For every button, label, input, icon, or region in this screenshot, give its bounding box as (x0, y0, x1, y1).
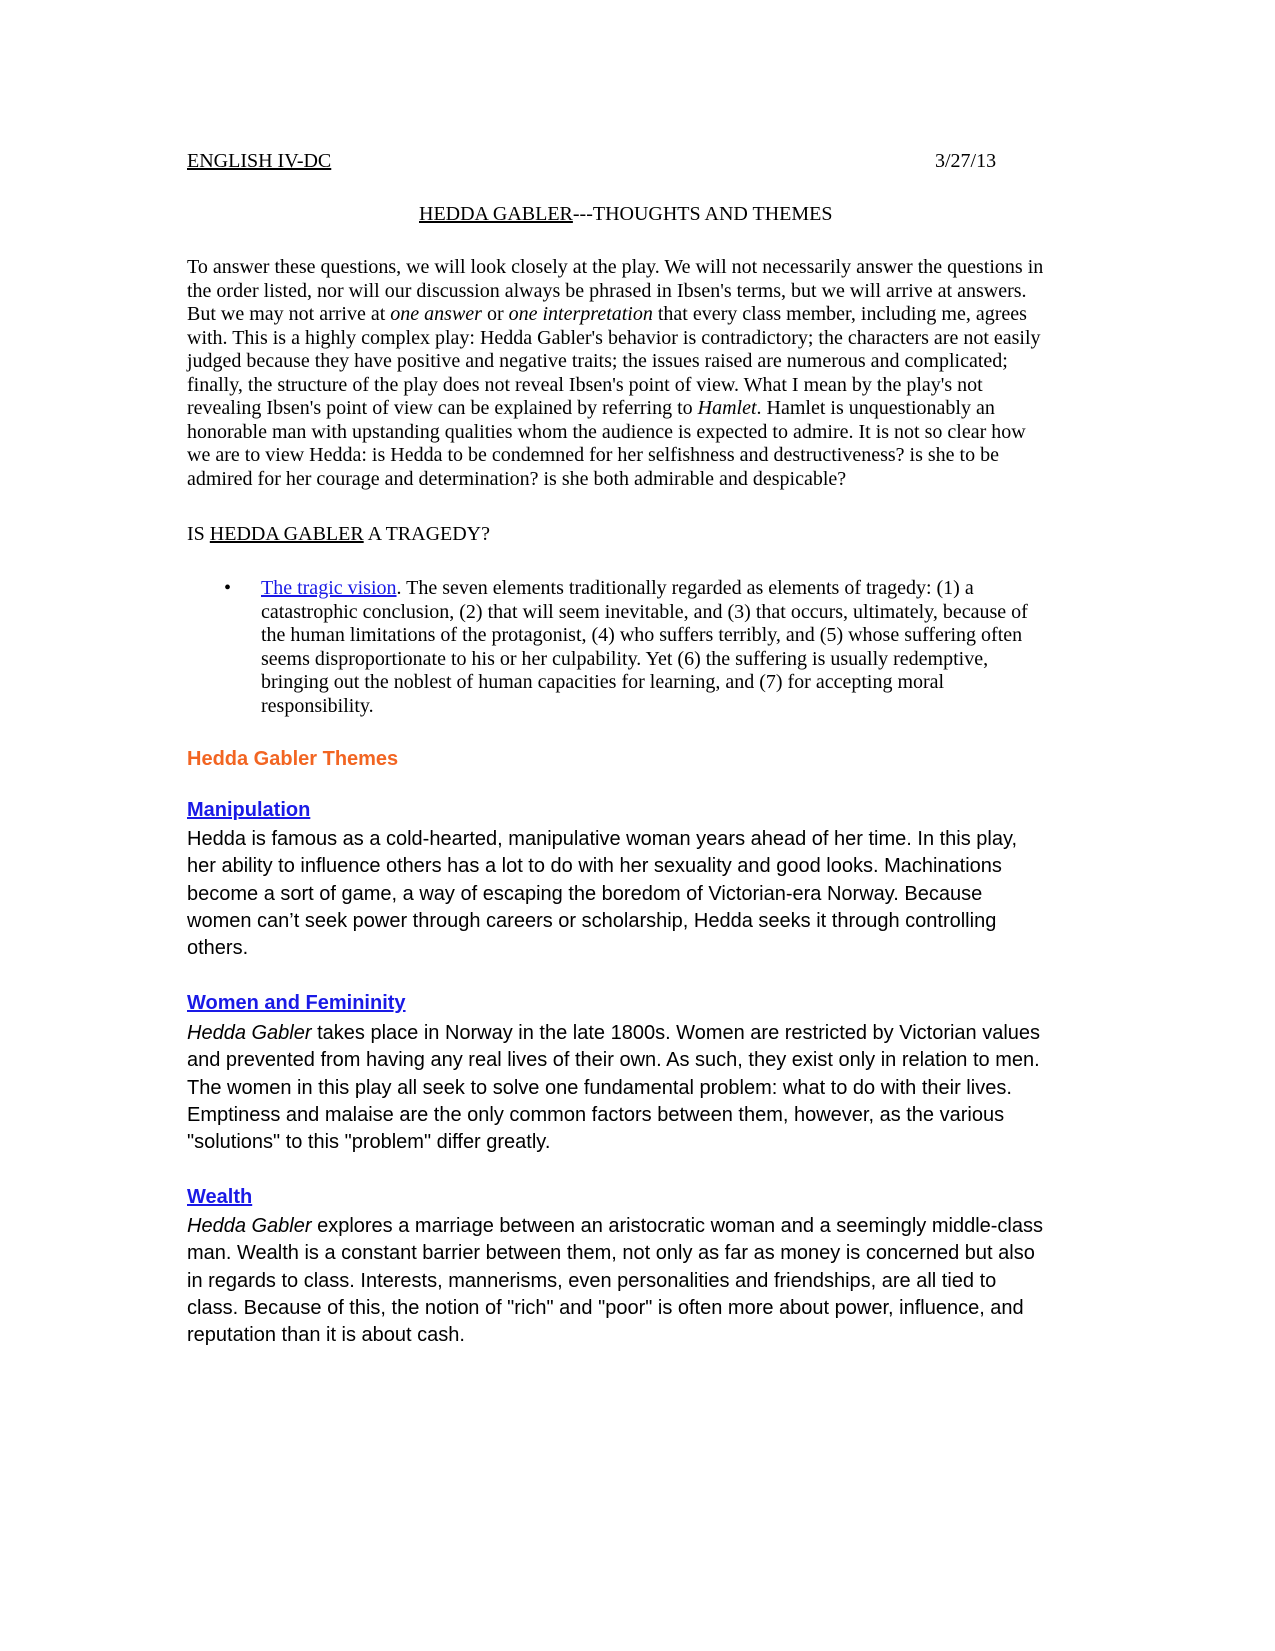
emphasis-one-interpretation: one interpretation (508, 303, 653, 325)
question-play-name: HEDDA GABLER (209, 523, 364, 545)
intro-paragraph (187, 256, 1092, 491)
intro-line: admired for her courage and determination? is she both admirable and despicable? (187, 467, 847, 490)
theme-line: Hedda is famous as a cold-hearted, manipulative woman years ahead of her time. In this play, (187, 828, 1018, 850)
intro-line: revealing Ibsen's point of view can be explained by referring to Hamlet. Hamlet is unquestionably an (187, 397, 995, 419)
theme-line: in regards to class. Interests, mannerisms, even personalities and friendships, are all tied to (187, 1269, 997, 1292)
emphasis-hamlet: Hamlet (697, 397, 757, 419)
theme-line: Hedda Gabler explores a marriage between an aristocratic woman and a seemingly middle-class (187, 1215, 1043, 1237)
bullet-icon: • (224, 577, 232, 599)
wealth-link[interactable]: Wealth (187, 1186, 253, 1208)
bullet-line: The tragic vision. The seven elements traditionally regarded as elements of tragedy: (1) a (261, 577, 974, 599)
intro-line: finally, the structure of the play does not reveal Ibsen's point of view. What I mean by the play's not (187, 373, 983, 396)
intro-line: But we may not arrive at one answer or one interpretation that every class member, including me, agrees (187, 303, 1027, 325)
intro-line: judged because they have positive and negative traits; the issues raised are numerous and complicated; (187, 350, 1008, 372)
theme-line: others. (187, 937, 249, 960)
theme-line: reputation than it is about cash. (187, 1324, 465, 1347)
bullet-line: catastrophic conclusion, (2) that will seem inevitable, and (3) that occurs, ultimately, because of (261, 600, 1028, 623)
play-title-italic: Hedda Gabler (187, 1215, 312, 1237)
theme-line: Hedda Gabler takes place in Norway in the late 1800s. Women are restricted by Victorian values (187, 1022, 1041, 1044)
intro-line: honorable man with upstanding qualities whom the audience is expected to admire. It is not so clear how (187, 420, 1026, 443)
bullet-line: the human limitations of the protagonist, (4) who suffers terribly, and (5) whose suffering often (261, 624, 1023, 646)
women-femininity-link[interactable]: Women and Femininity (187, 992, 406, 1014)
theme-line: Emptiness and malaise are the only common factors between them, however, as the various (187, 1103, 1005, 1126)
title-rest: ---THOUGHTS AND THEMES (572, 203, 833, 225)
theme-line: her ability to influence others has a lot to do with her sexuality and good looks. Machinations (187, 855, 1002, 878)
bullet-line: seems disproportionate to his or her culpability. Yet (6) the suffering is usually redemptive, (261, 647, 989, 670)
course-label: ENGLISH IV-DC (187, 150, 332, 172)
theme-line: women can’t seek power through careers or scholarship, Hedda seeks it through controlling (187, 909, 997, 932)
theme-line: become a sort of game, a way of escaping the boredom of Victorian-era Norway. Because (187, 882, 983, 905)
theme-line: The women in this play all seek to solve one fundamental problem: what to do with their lives. (187, 1076, 1012, 1099)
wealth-paragraph (187, 1213, 1092, 1349)
bullet-line: bringing out the noblest of human capacities for learning, and (7) for accepting moral (261, 671, 945, 693)
emphasis-one-answer: one answer (390, 303, 482, 325)
tragedy-question-heading: IS HEDDA GABLER A TRAGEDY? (187, 523, 490, 545)
manipulation-paragraph (187, 826, 1092, 962)
intro-line: we are to view Hedda: is Hedda to be condemned for her selfishness and destructiveness? is she to be (187, 444, 999, 466)
intro-line: the order listed, nor will our discussion always be phrased in Ibsen's terms, but we will arrive at answers. (187, 279, 1027, 302)
theme-line: "solutions" to this "problem" differ greatly. (187, 1131, 551, 1154)
themes-section-title: Hedda Gabler Themes (187, 748, 399, 770)
manipulation-link[interactable]: Manipulation (187, 799, 311, 821)
document-title (419, 203, 833, 227)
tragic-vision-link[interactable]: The tragic vision (261, 577, 397, 599)
intro-line: To answer these questions, we will look closely at the play. We will not necessarily answer the questions in (187, 256, 1044, 278)
theme-line: class. Because of this, the notion of "rich" and "poor" is often more about power, influence, and (187, 1296, 1024, 1319)
women-femininity-paragraph (187, 1020, 1092, 1156)
theme-line: man. Wealth is a constant barrier between them, not only as far as money is concerned but also (187, 1242, 1035, 1265)
date-label: 3/27/13 (935, 150, 997, 172)
intro-line: with. This is a highly complex play: Hedda Gabler's behavior is contradictory; the characters are not easily (187, 326, 1041, 349)
play-title-italic: Hedda Gabler (187, 1022, 312, 1044)
theme-line: and prevented from having any real lives of their own. As such, they exist only in relation to men. (187, 1049, 1040, 1072)
bullet-line: responsibility. (261, 694, 374, 717)
tragic-vision-bullet (261, 577, 1101, 718)
title-play-name: HEDDA GABLER (419, 203, 573, 225)
